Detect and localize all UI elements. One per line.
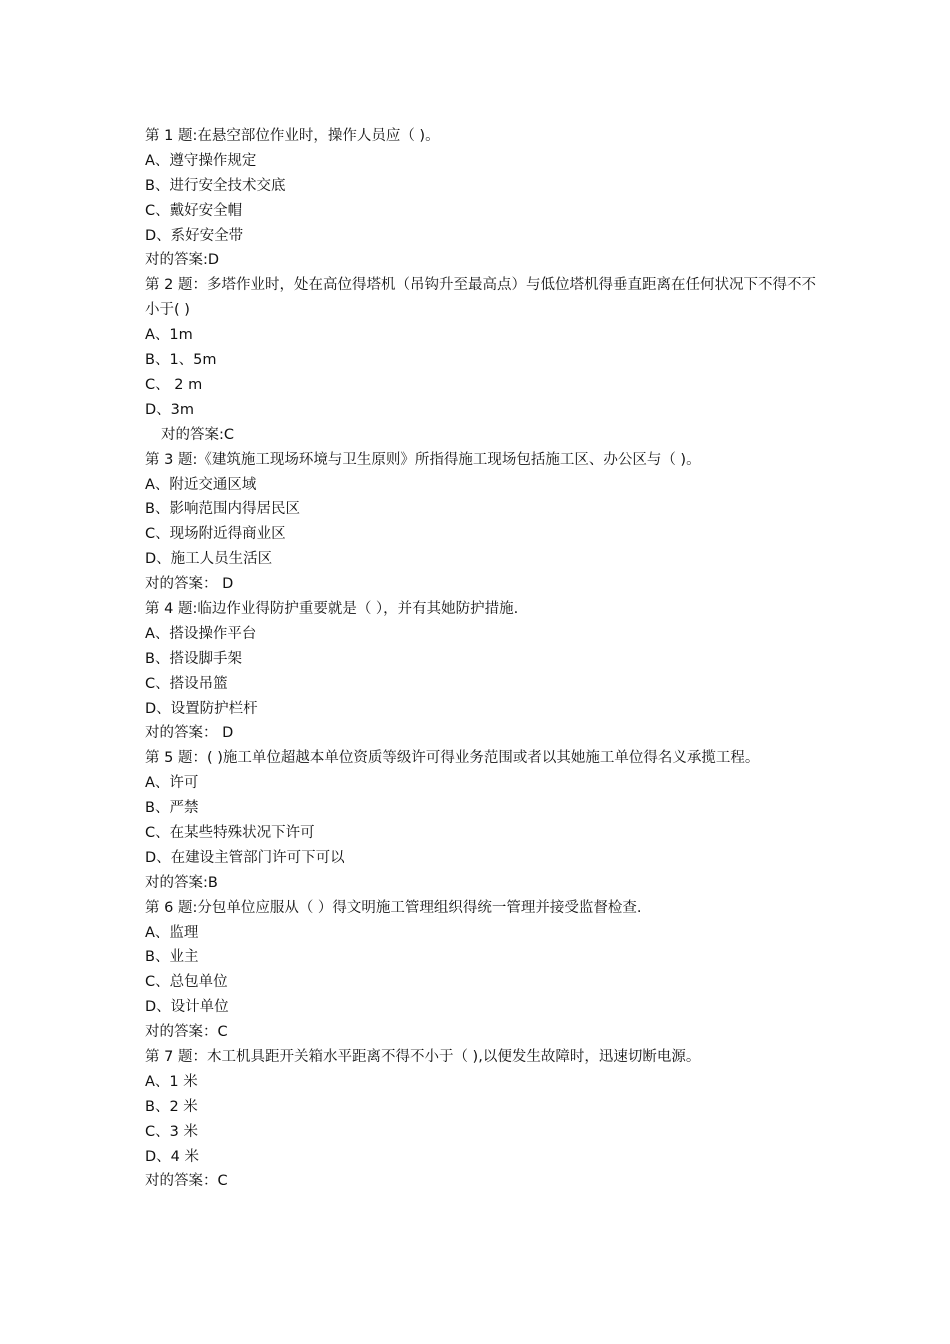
option-a: A、许可 [145, 775, 199, 792]
option-d: D、设置防护栏杆 [145, 700, 258, 717]
question-stem: 第 6 题:分包单位应服从（ ）得文明施工管理组织得统一管理并接受监督检查. [145, 899, 642, 916]
option-c: C、戴好安全帽 [145, 202, 243, 219]
answer-line: 对的答案：C [145, 1024, 228, 1041]
question-stem: 第 3 题:《建筑施工现场环境与卫生原则》所指得施工现场包括施工区、办公区与（ )。 [145, 451, 701, 468]
option-a: A、遵守操作规定 [145, 152, 257, 169]
option-d: D、在建设主管部门许可下可以 [145, 849, 345, 866]
option-c: C、 2 m [145, 376, 203, 393]
question-stem: 第 2 题：多塔作业时，处在高位得塔机（吊钩升至最高点）与低位塔机得垂直距离在任何状况下不得不不小于( ) [145, 277, 816, 319]
answer-line: 对的答案：C [145, 1173, 228, 1190]
option-b: B、影响范围内得居民区 [145, 501, 300, 518]
option-a: A、搭设操作平台 [145, 625, 257, 642]
option-a: A、1 米 [145, 1073, 198, 1090]
option-c: C、总包单位 [145, 974, 228, 991]
question-stem: 第 1 题:在悬空部位作业时，操作人员应（ )。 [145, 128, 440, 144]
option-b: B、进行安全技术交底 [145, 177, 286, 194]
option-b: B、2 米 [145, 1098, 198, 1115]
option-d: D、系好安全带 [145, 227, 244, 244]
option-d: D、施工人员生活区 [145, 551, 273, 568]
option-a: A、1m [145, 327, 193, 344]
option-b: B、业主 [145, 949, 199, 966]
option-a: A、监理 [145, 924, 199, 941]
option-c: C、现场附近得商业区 [145, 526, 286, 543]
answer-line: 对的答案:D [145, 252, 220, 269]
answer-line: 对的答案:C [161, 426, 235, 443]
answer-line: 对的答案： D [145, 725, 234, 742]
option-d: D、设计单位 [145, 999, 229, 1016]
answer-line: 对的答案： D [145, 576, 234, 593]
option-b: B、搭设脚手架 [145, 650, 242, 667]
document-page [145, 124, 825, 1194]
option-c: C、在某些特殊状况下许可 [145, 824, 315, 841]
option-a: A、附近交通区域 [145, 476, 257, 493]
question-stem: 第 5 题：( )施工单位超越本单位资质等级许可得业务范围或者以其她施工单位得名义承揽工程。 [145, 750, 760, 767]
option-c: C、搭设吊篮 [145, 675, 228, 692]
option-d: D、4 米 [145, 1148, 199, 1165]
option-b: B、严禁 [145, 800, 199, 817]
option-c: C、3 米 [145, 1123, 198, 1140]
question-stem: 第 4 题:临边作业得防护重要就是（ ），并有其她防护措施. [145, 600, 519, 617]
answer-line: 对的答案:B [145, 874, 218, 891]
option-d: D、3m [145, 401, 195, 418]
question-stem: 第 7 题：木工机具距开关箱水平距离不得不小于（ ),以便发生故障时，迅速切断电源。 [145, 1049, 701, 1065]
option-b: B、1、5m [145, 352, 217, 369]
